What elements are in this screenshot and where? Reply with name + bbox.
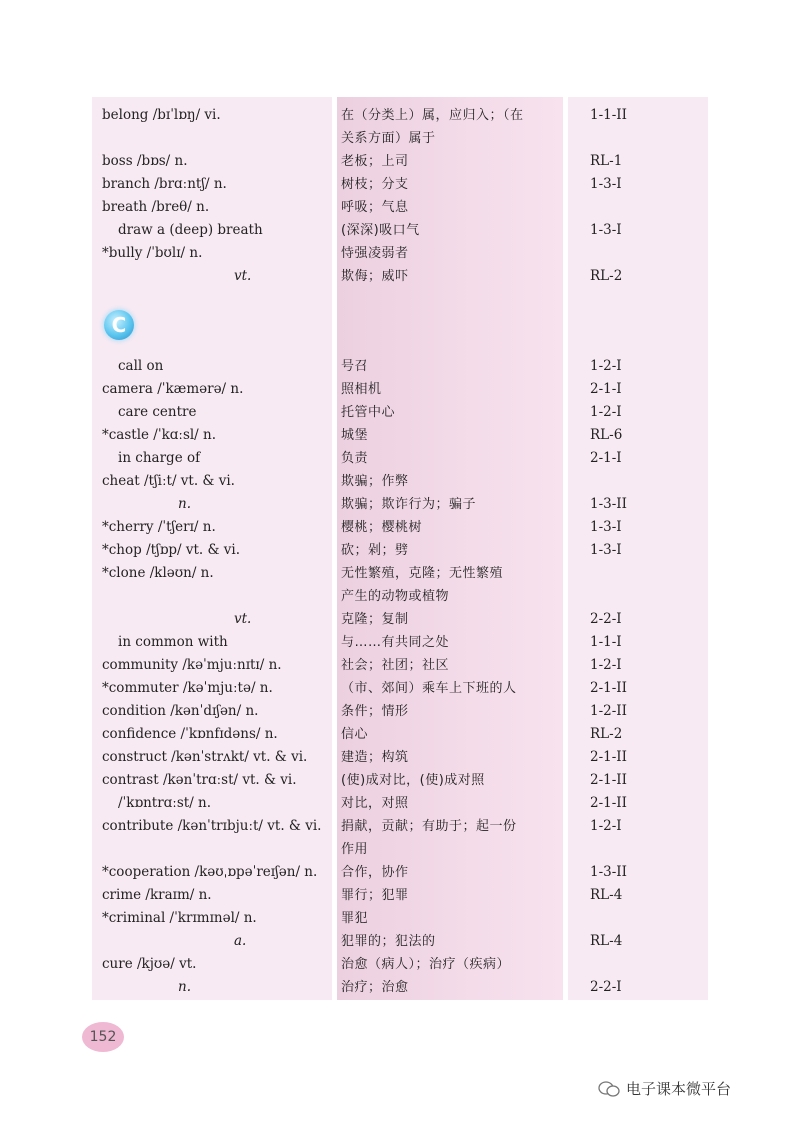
entry-word: community /kəˈmjuːnɪtɪ/ n. <box>102 657 282 673</box>
entry-word: cheat /tʃiːt/ vt. & vi. <box>102 473 235 489</box>
glossary-row <box>0 884 800 907</box>
entry-meaning: 合作，协作 <box>341 865 409 880</box>
entry-word: boss /bɒs/ n. <box>102 153 188 169</box>
entry-reference: 2-1-II <box>590 680 627 696</box>
glossary-row <box>0 654 800 677</box>
entry-word: care centre <box>118 404 197 420</box>
glossary-row <box>0 631 800 654</box>
entry-word: vt. <box>234 268 252 284</box>
entry-reference: 1-3-II <box>590 496 627 512</box>
entry-word: *cherry /ˈtʃerɪ/ n. <box>102 519 216 535</box>
entry-word: contrast /kənˈtrɑːst/ vt. & vi. <box>102 772 297 788</box>
entry-reference: 2-2-I <box>590 979 622 995</box>
glossary-row <box>0 769 800 792</box>
entry-reference: 1-1-I <box>590 634 622 650</box>
entry-reference: 1-1-II <box>590 107 627 123</box>
entry-word: a. <box>234 933 247 949</box>
entry-reference: 2-1-I <box>590 381 622 397</box>
glossary-row <box>0 104 800 127</box>
entry-meaning: (使)成对比，(使)成对照 <box>341 773 485 788</box>
glossary-row <box>0 447 800 470</box>
entry-reference: RL-6 <box>590 427 623 443</box>
entry-reference: 1-3-II <box>590 864 627 880</box>
glossary-row <box>0 608 800 631</box>
glossary-row <box>0 976 800 999</box>
entry-meaning: 托管中心 <box>341 405 396 420</box>
entry-word: construct /kənˈstrʌkt/ vt. & vi. <box>102 749 308 765</box>
entry-meaning: 社会；社团；社区 <box>341 658 450 673</box>
glossary-row <box>0 196 800 219</box>
entry-meaning: 建造；构筑 <box>341 750 409 765</box>
entry-reference: RL-1 <box>590 153 623 169</box>
entry-meaning: 关系方面）属于 <box>341 131 436 146</box>
glossary-row <box>0 930 800 953</box>
entry-meaning: 在（分类上）属，应归入；（在 <box>341 108 524 123</box>
entry-reference: 2-1-II <box>590 795 627 811</box>
glossary-row <box>0 746 800 769</box>
entry-meaning: 罪行；犯罪 <box>341 888 409 903</box>
entry-reference: 2-1-II <box>590 749 627 765</box>
entry-reference: 1-3-I <box>590 542 622 558</box>
entry-reference: 1-2-I <box>590 818 622 834</box>
entry-word: *criminal /ˈkrɪmɪnəl/ n. <box>102 910 257 926</box>
watermark-text: 电子课本微平台 <box>626 1080 732 1098</box>
entry-meaning: 捐献，贡献；有助于；起一份 <box>341 819 517 834</box>
entry-reference: 2-1-II <box>590 772 627 788</box>
glossary-row <box>0 539 800 562</box>
glossary-row <box>0 815 800 838</box>
entry-reference: 1-2-I <box>590 657 622 673</box>
entry-meaning: （市、郊间）乘车上下班的人 <box>341 681 517 696</box>
entry-meaning: 条件；情形 <box>341 704 409 719</box>
chat-bubble-icon <box>598 1080 620 1098</box>
entry-reference: RL-2 <box>590 268 623 284</box>
glossary-row <box>0 424 800 447</box>
entry-word: in common with <box>118 634 228 650</box>
entry-word: crime /kraɪm/ n. <box>102 887 212 903</box>
entry-word: breath /breθ/ n. <box>102 199 210 215</box>
entry-meaning: 治疗；治愈 <box>341 980 409 995</box>
entry-word: in charge of <box>118 450 201 466</box>
entry-reference: 2-2-I <box>590 611 622 627</box>
entry-meaning: 砍；剁；劈 <box>341 543 409 558</box>
entry-meaning: (深深)吸口气 <box>341 223 420 238</box>
glossary-row <box>0 265 800 288</box>
entry-meaning: 罪犯 <box>341 911 369 926</box>
glossary-row <box>0 838 800 861</box>
entry-reference: 1-2-I <box>590 404 622 420</box>
entry-meaning: 无性繁殖，克隆；无性繁殖 <box>341 566 504 581</box>
entry-reference: RL-2 <box>590 726 623 742</box>
entry-word: *clone /kləʊn/ n. <box>102 565 214 581</box>
glossary-row <box>0 378 800 401</box>
glossary-row <box>0 127 800 150</box>
entry-word: confidence /ˈkɒnfɪdəns/ n. <box>102 726 278 742</box>
glossary-row <box>0 355 800 378</box>
entry-meaning: 欺骗；作弊 <box>341 474 409 489</box>
entry-meaning: 欺骗；欺诈行为；骗子 <box>341 497 477 512</box>
glossary-row <box>0 173 800 196</box>
entry-word: call on <box>118 358 164 374</box>
entry-word: *bully /ˈbʊlɪ/ n. <box>102 245 203 261</box>
page-number: 152 <box>82 1022 124 1052</box>
glossary-row <box>0 907 800 930</box>
entry-word: draw a (deep) breath <box>118 222 263 238</box>
entry-word: belong /bɪˈlɒŋ/ vi. <box>102 107 221 123</box>
entry-word: *cooperation /kəʊˌɒpəˈreɪʃən/ n. <box>102 864 318 880</box>
entry-meaning: 负责 <box>341 451 369 466</box>
entry-meaning: 照相机 <box>341 382 382 397</box>
entry-meaning: 呼吸；气息 <box>341 200 409 215</box>
glossary-row <box>0 470 800 493</box>
entry-word: n. <box>178 979 191 995</box>
entry-meaning: 老板；上司 <box>341 154 409 169</box>
glossary-row <box>0 792 800 815</box>
entry-reference: RL-4 <box>590 887 623 903</box>
entry-meaning: 信心 <box>341 727 369 742</box>
entry-reference: 2-1-I <box>590 450 622 466</box>
glossary-row <box>0 242 800 265</box>
entry-meaning: 城堡 <box>341 428 369 443</box>
glossary-row <box>0 861 800 884</box>
entry-meaning: 犯罪的；犯法的 <box>341 934 436 949</box>
entry-reference: RL-4 <box>590 933 623 949</box>
entry-word: cure /kjʊə/ vt. <box>102 956 197 972</box>
entry-word: n. <box>178 496 191 512</box>
entry-word: *chop /tʃɒp/ vt. & vi. <box>102 542 241 558</box>
entry-word: *castle /ˈkɑːsl/ n. <box>102 427 217 443</box>
glossary-row <box>0 677 800 700</box>
entry-meaning: 克隆；复制 <box>341 612 409 627</box>
entry-meaning: 欺侮；威吓 <box>341 269 409 284</box>
entry-meaning: 与……有共同之处 <box>341 635 450 650</box>
entry-word: branch /brɑːntʃ/ n. <box>102 176 227 192</box>
entry-reference: 1-2-I <box>590 358 622 374</box>
entry-word: vt. <box>234 611 252 627</box>
entry-word: *commuter /kəˈmjuːtə/ n. <box>102 680 273 696</box>
entry-meaning: 治愈（病人）；治疗（疾病） <box>341 957 511 972</box>
section-letter-badge: C <box>104 310 134 340</box>
entry-word: contribute /kənˈtrɪbjuːt/ vt. & vi. <box>102 818 322 834</box>
watermark <box>598 1078 731 1099</box>
entry-meaning: 对比，对照 <box>341 796 409 811</box>
entry-meaning: 恃强凌弱者 <box>341 246 409 261</box>
glossary-row <box>0 401 800 424</box>
glossary-row <box>0 723 800 746</box>
entry-meaning: 号召 <box>341 359 369 374</box>
glossary-row <box>0 562 800 585</box>
entry-word: /ˈkɒntrɑːst/ n. <box>118 795 212 811</box>
glossary-row <box>0 953 800 976</box>
glossary-row <box>0 700 800 723</box>
entry-meaning: 作用 <box>341 842 369 857</box>
entry-reference: 1-3-I <box>590 222 622 238</box>
entry-reference: 1-2-II <box>590 703 627 719</box>
entry-word: camera /ˈkæmərə/ n. <box>102 381 244 397</box>
glossary-row <box>0 150 800 173</box>
entry-reference: 1-3-I <box>590 519 622 535</box>
glossary-row <box>0 219 800 242</box>
entry-meaning: 树枝；分支 <box>341 177 409 192</box>
entry-meaning: 樱桃；樱桃树 <box>341 520 423 535</box>
entry-meaning: 产生的动物或植物 <box>341 589 450 604</box>
glossary-row <box>0 516 800 539</box>
glossary-row <box>0 493 800 516</box>
glossary-row <box>0 585 800 608</box>
entry-reference: 1-3-I <box>590 176 622 192</box>
entry-word: condition /kənˈdɪʃən/ n. <box>102 703 259 719</box>
